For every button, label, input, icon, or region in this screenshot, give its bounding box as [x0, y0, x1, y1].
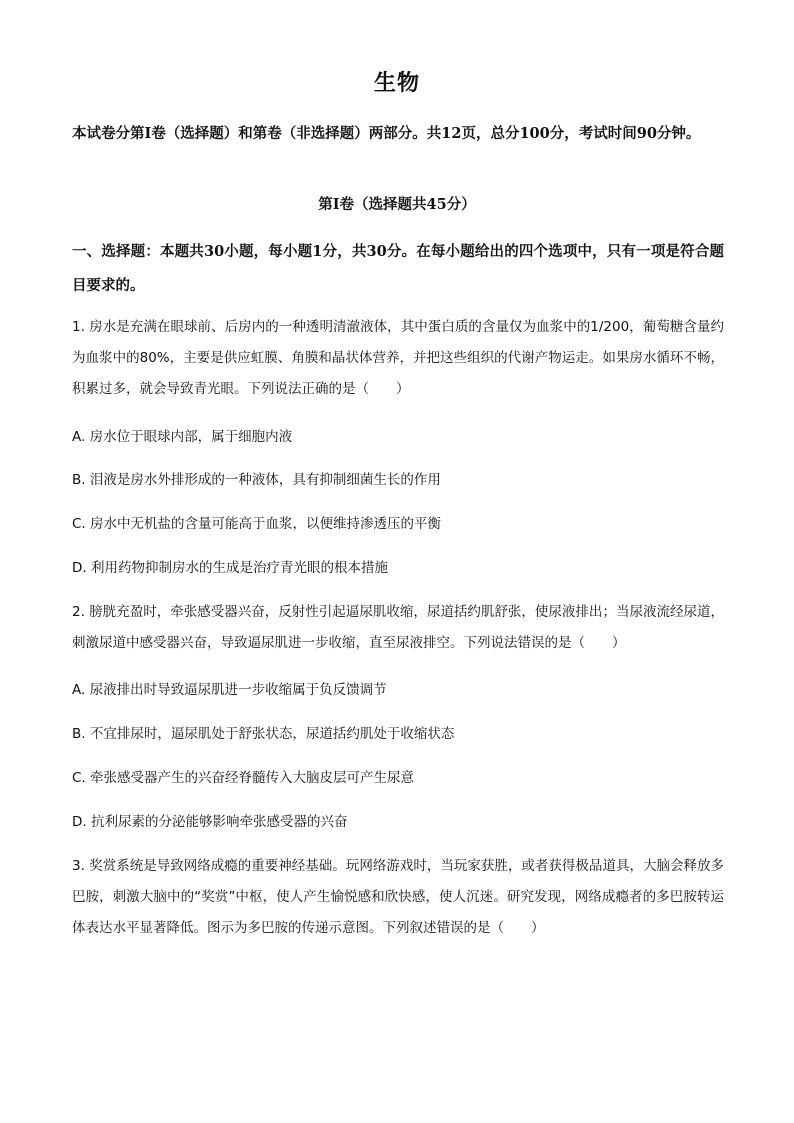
- page-title: 生物: [373, 70, 420, 96]
- question-1-option-c: C. 房水中无机盐的含量可能高于血浆，以便维持渗透压的平衡: [72, 516, 442, 532]
- question-2-option-b: B. 不宜排尿时，逼尿肌处于舒张状态，尿道括约肌处于收缩状态: [72, 726, 455, 742]
- question-1-option-b: B. 泪液是房水外排形成的一种液体，具有抑制细菌生长的作用: [72, 472, 441, 488]
- section-heading: 第Ⅰ卷（选择题共45分）: [318, 196, 476, 213]
- question-2-option-c: C. 牵张感受器产生的兴奋经脊髓传入大脑皮层可产生尿意: [72, 770, 415, 786]
- exam-instructions: 本试卷分第Ⅰ卷（选择题）和第卷（非选择题）两部分。共12页，总分100分，考试时间90分钟。: [72, 125, 701, 142]
- question-1-option-d: D. 利用药物抑制房水的生成是治疗青光眼的根本措施: [72, 560, 388, 576]
- question-2-option-a: A. 尿液排出时导致逼尿肌进一步收缩属于负反馈调节: [72, 682, 387, 698]
- question-2-stem: 2. 膀胱充盈时，牵张感受器兴奋，反射性引起逼尿肌收缩，尿道括约肌舒张，使尿液排出；当尿液流经尿道，刺激尿道中感受器兴奋，导致逼尿肌进一步收缩，直至尿液排空。下列说法错误的是（ ）: [72, 604, 724, 651]
- part-heading: 一、选择题：本题共30小题，每小题1分，共30分。在每小题给出的四个选项中，只有一项是符合题目要求的。: [72, 243, 724, 294]
- question-3-stem: 3. 奖赏系统是导致网络成瘾的重要神经基础。玩网络游戏时，当玩家获胜，或者获得极品道具，大脑会释放多巴胺，刺激大脑中的“奖赏”中枢，使人产生愉悦感和欣快感，使人沉迷。研究发现，网络成瘾者的多巴胺转运体表达水平显著降低。图示为多巴胺的传递示意图。下列叙述错误的是（ ）: [72, 858, 724, 936]
- question-1-stem: 1. 房水是充满在眼球前、后房内的一种透明清澈液体，其中蛋白质的含量仅为血浆中的1/200，葡萄糖含量约为血浆中的80%，主要是供应虹膜、角膜和晶状体营养，并把这些组织的代谢产物运走。如果房水循环不畅，积累过多，就会导致青光眼。下列说法正确的是（ ）: [72, 319, 724, 397]
- question-2-option-d: D. 抗利尿素的分泌能够影响牵张感受器的兴奋: [72, 814, 348, 830]
- question-1-option-a: A. 房水位于眼球内部，属于细胞内液: [72, 429, 293, 445]
